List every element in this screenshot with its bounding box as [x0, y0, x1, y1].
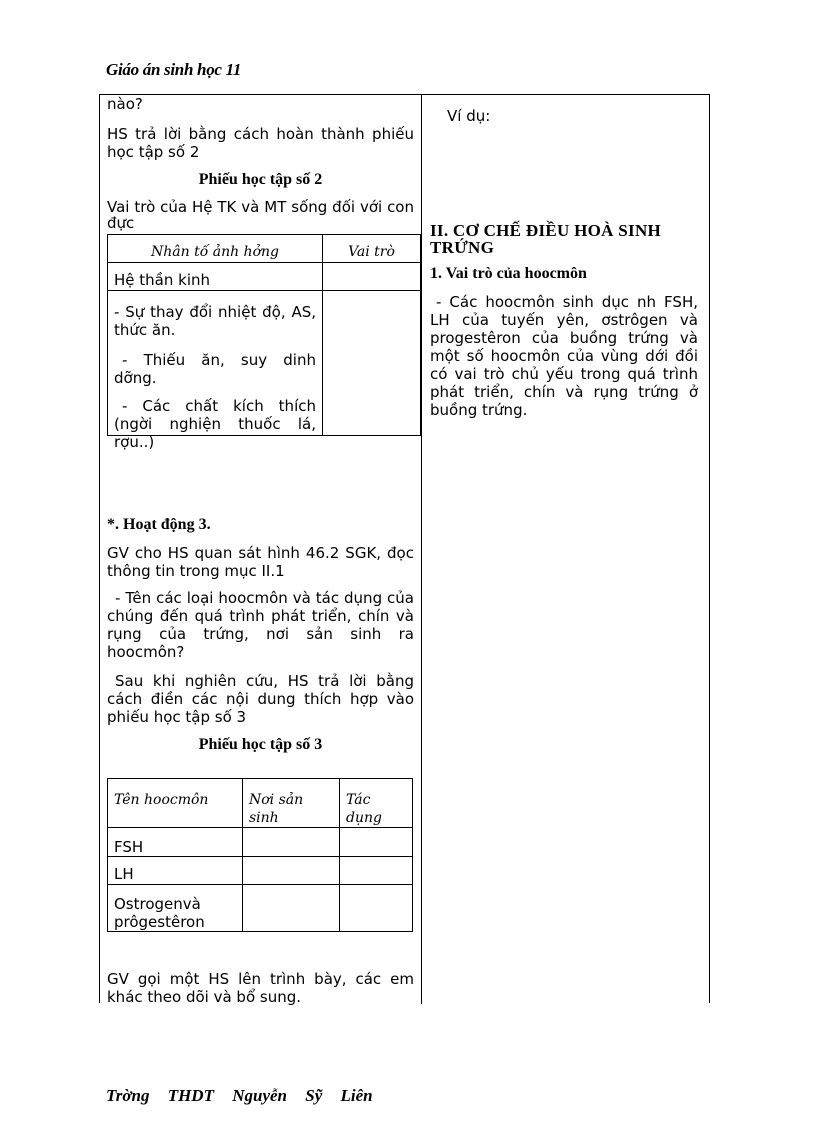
table3-cell: [243, 828, 340, 857]
gv-intro-text: GV cho HS quan sát hình 46.2 SGK, đọc thông tin trong mục II.1: [107, 544, 414, 580]
table2-item: - Các chất kích thích (ngời nghiện thuốc lá, rợu..): [114, 397, 316, 451]
hormone-question: - Tên các loại hoocmôn và tác dụng của chúng đến quá trình phát triển, chín và rụng của trứng, nơi sản sinh ra hoocmôn?: [107, 589, 414, 661]
sheet2-title: Phiếu học tập số 2: [198, 171, 323, 188]
column-divider: [421, 94, 422, 1004]
table3-header-source: Nơi sản sinh: [243, 779, 340, 828]
table3-row: FSH: [108, 828, 243, 857]
table2-row: Hệ thần kinh: [108, 263, 323, 291]
table3-header-name: Tên hoocmôn: [108, 779, 243, 828]
sheet3-title: Phiếu học tập số 3: [198, 736, 323, 753]
table3-cell: [243, 885, 340, 932]
hs-answer-text: HS trả lời bằng cách hoàn thành phiếu học tập số 2: [107, 125, 414, 161]
table2-row: [108, 291, 323, 451]
table3-cell: [243, 857, 340, 885]
table2-item: - Sự thay đổi nhiệt độ, AS, thức ăn.: [114, 303, 316, 339]
subsection-title: 1. Vai trò của hoocmôn: [430, 265, 587, 282]
section-title: II. CƠ CHẾ ĐIỀU HOÀ SINH TRỨNG: [430, 221, 662, 257]
table3-cell: [340, 885, 413, 932]
table3-cell: [340, 828, 413, 857]
table2-item: - Thiếu ăn, suy dinh dỡng.: [114, 351, 316, 387]
table3-row: Ostrogenvà prôgestêron: [108, 885, 243, 932]
page-footer: Trờng THDT Nguyễn Sỹ Liên: [106, 1086, 373, 1105]
table3-cell: [340, 857, 413, 885]
page-header: Giáo án sinh học 11: [106, 60, 242, 79]
activity3-heading: *. Hoạt động 3.: [107, 516, 211, 533]
table2-header-role: Vai trò: [323, 235, 421, 263]
table2-cell: [323, 263, 421, 291]
sheet2-intro: Vai trò của Hệ TK và MT sống đối với con đực: [107, 198, 414, 232]
table2-cell: [323, 291, 421, 436]
question-end: nào?: [107, 95, 143, 113]
sheet3-table: [107, 778, 413, 932]
table3-row: LH: [108, 857, 243, 885]
table2-header-factor: Nhân tố ảnh hởng: [108, 235, 323, 263]
hormone-role-text: - Các hoocmôn sinh dục nh FSH, LH của tuyến yên, ơstrôgen và progestêron của buồng trứng và một số hoocmôn của vùng dới đồi có vai trò chủ yếu trong quá trình phát triển, chín và rụng trứng ở buồng trứng.: [430, 293, 698, 419]
table3-header-effect: Tác dụng: [340, 779, 413, 828]
after-study-text: Sau khi nghiên cứu, HS trả lời bằng cách điền các nội dung thích hợp vào phiếu học tập số 3: [107, 672, 414, 726]
sheet2-table: [107, 234, 421, 451]
example-label: Ví dụ:: [447, 107, 491, 125]
closing-text: GV gọi một HS lên trình bày, các em khác theo dõi và bổ sung.: [107, 970, 414, 1006]
